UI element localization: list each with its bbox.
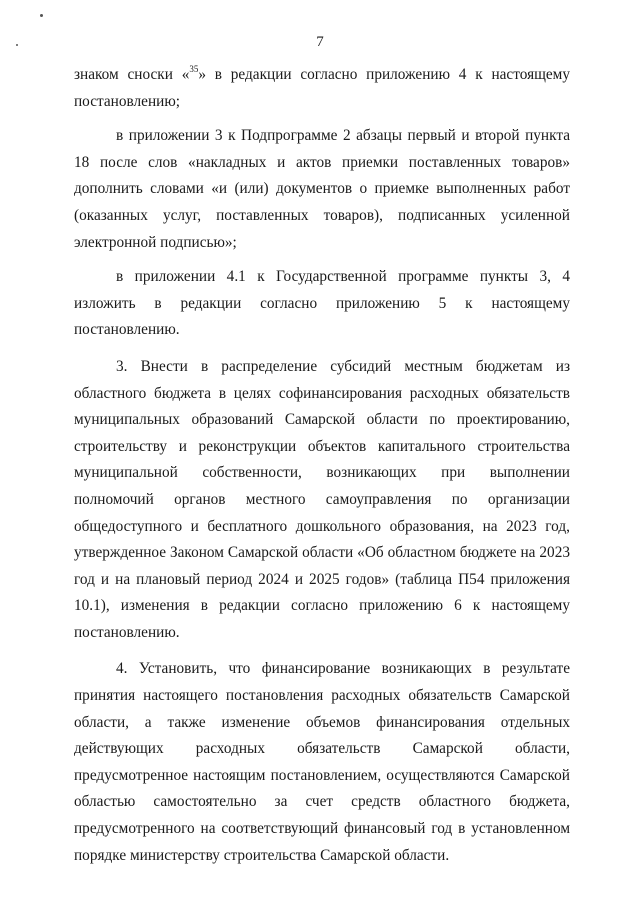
document-body	[74, 62, 570, 869]
footnote-superscript: 35	[189, 63, 199, 74]
paragraph-appendix-3: в приложении 3 к Подпрограмме 2 абзацы первый и второй пункта 18 после слов «накладных и актов приемки поставленных товаров» дополнить словами «и (или) документов о приемке выполненных работ (оказанных услуг, поставленных товаров), подписанных усиленной электронной подписью»;	[74, 127, 570, 251]
paragraph-item-3: 3. Внести в распределение субсидий местным бюджетам из областного бюджета в целях софинансирования расходных обязательств муниципальных образований Самарской области по проектированию, строительству и реконструкции объектов капитального строительства муниципальной собственности, возникающих при выполнении полномочий органов местного самоуправления по организации общедоступного и бесплатного дошкольного образования, на 2023 год, утвержденное Законом Самарской области «Об областном бюджете на 2023 год и на плановый период 2024 и 2025 годов» (таблица П54 приложения 10.1), изменения в редакции согласно приложению 6 к настоящему постановлению.	[74, 357, 570, 641]
page-number: 7	[316, 34, 324, 50]
paragraph-appendix-4-1: в приложении 4.1 к Государственной программе пункты 3, 4 изложить в редакции согласно приложению 5 к настоящему постановлению.	[74, 268, 570, 339]
paragraph-footnote-continuation	[74, 62, 570, 115]
paragraph-text: знаком сноски «	[74, 66, 190, 83]
paragraph-item-4: 4. Установить, что финансирование возникающих в результате принятия настоящего постановления расходных обязательств Самарской области, а также изменение объемов финансирования отдельных действующих расходных обязательств Самарской области, предусмотренное настоящим постановлением, осуществляются Самарской областью самостоятельно за счет средств областного бюджета, предусмотренного на соответствующий финансовый год в установленном порядке министерству строительства Самарской области.	[74, 660, 570, 864]
paragraph-text: » в редакции согласно приложению 4 к настоящему постановлению;	[74, 66, 570, 110]
scan-speck	[40, 14, 43, 17]
